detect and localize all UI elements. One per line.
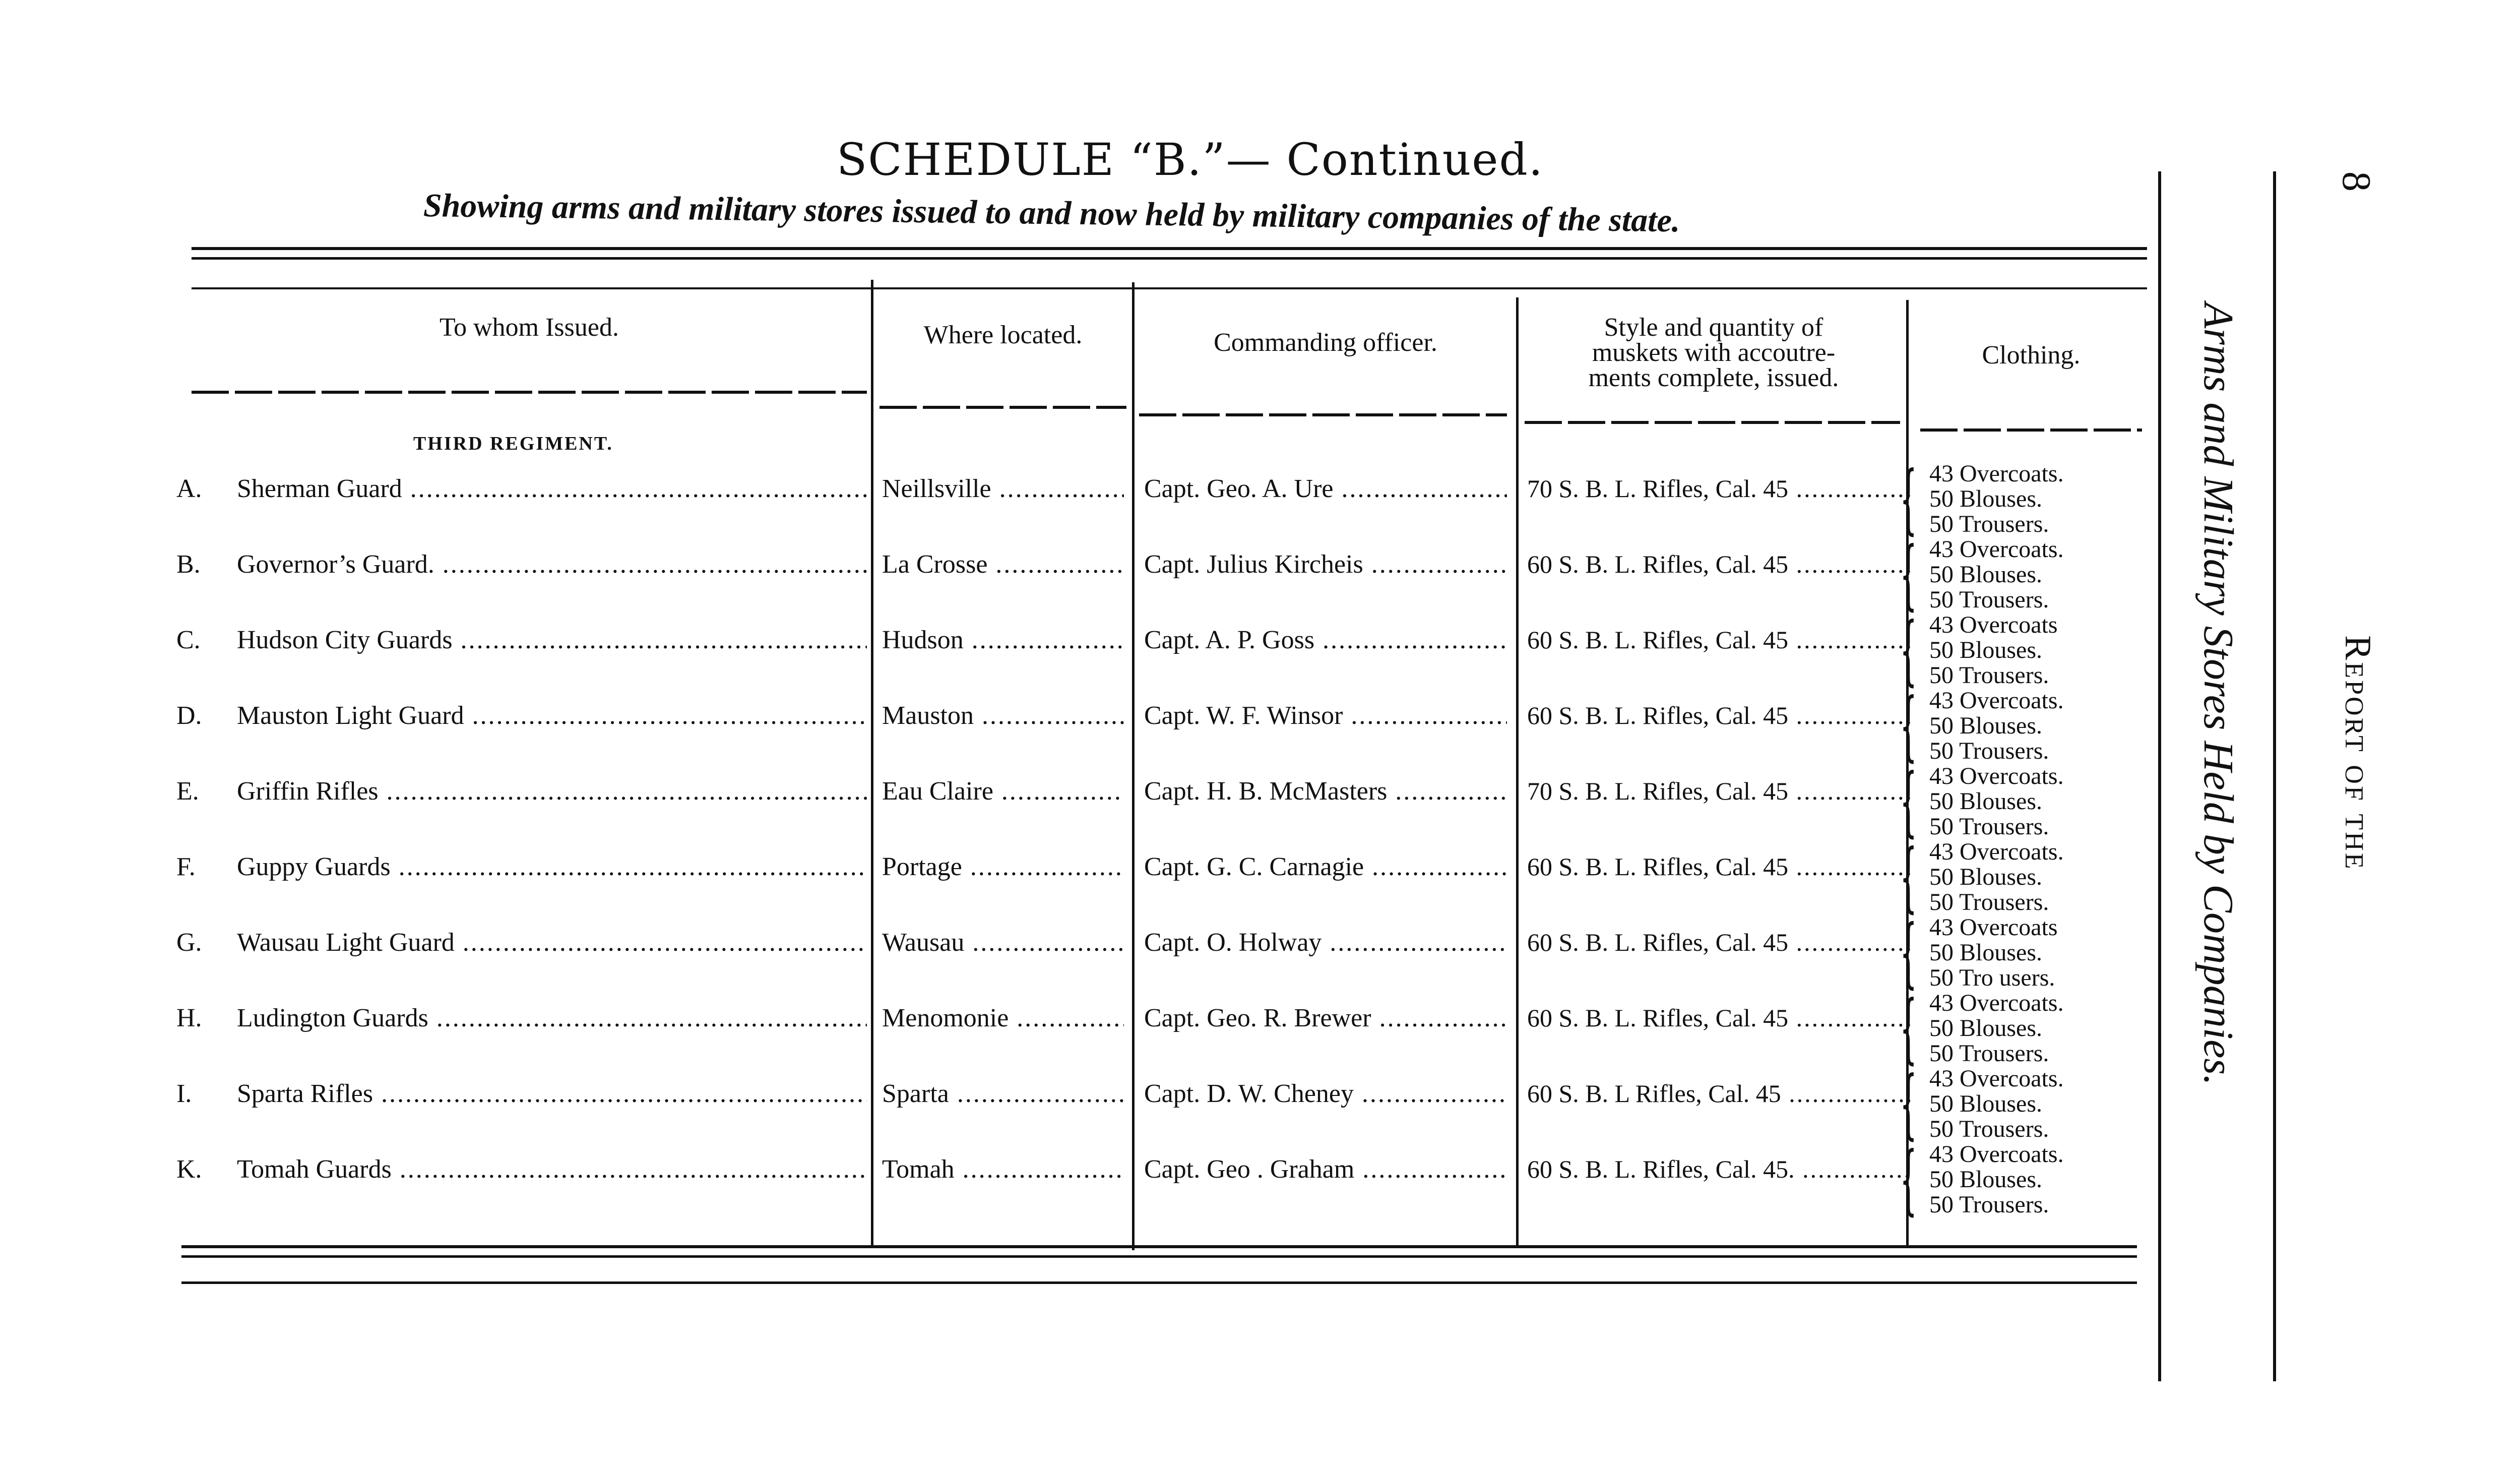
commanding-officer-text: Capt. H. B. McMasters bbox=[1144, 777, 1388, 806]
table-row bbox=[0, 606, 2167, 701]
commanding-officer-text: Capt. G. C. Carnagie bbox=[1144, 852, 1364, 881]
company-letter-text: G. bbox=[176, 928, 202, 957]
company-name-text: Hudson City Guards bbox=[237, 626, 453, 654]
muskets-issued bbox=[1527, 549, 1910, 579]
company-name-text: Governor’s Guard. bbox=[237, 550, 434, 579]
commanding-officer bbox=[1144, 625, 1507, 655]
company-name-text: Sparta Rifles bbox=[237, 1079, 373, 1108]
muskets-issued-text: 60 S. B. L. Rifles, Cal. 45 bbox=[1527, 626, 1789, 654]
margin-rule-2 bbox=[2273, 171, 2276, 1381]
brace-glyph: { bbox=[1900, 531, 1917, 619]
margin-title: Arms and Military Stores Held by Companies. bbox=[2195, 302, 2242, 1086]
clothing-item: 50 Blouses. bbox=[1929, 1166, 2043, 1193]
company-location bbox=[882, 474, 1124, 504]
company-letter bbox=[176, 928, 232, 957]
clothing-item: 50 Trousers. bbox=[1929, 511, 2049, 537]
company-location-text: Neillsville bbox=[882, 474, 991, 503]
clothing-item: 50 Trousers. bbox=[1929, 1191, 2049, 1218]
company-location-text: Tomah bbox=[882, 1155, 955, 1184]
brace-glyph: { bbox=[1900, 909, 1917, 997]
company-letter-text: A. bbox=[176, 474, 202, 503]
header-rule-to-whom bbox=[192, 391, 867, 394]
clothing-item: 43 Overcoats. bbox=[1929, 763, 2064, 789]
company-name-text: Griffin Rifles bbox=[237, 777, 379, 806]
running-head: Report of the bbox=[2337, 635, 2378, 871]
company-letter bbox=[176, 701, 232, 730]
commanding-officer bbox=[1144, 474, 1507, 504]
brace-glyph: { bbox=[1900, 606, 1917, 694]
commanding-officer bbox=[1144, 549, 1507, 579]
commanding-officer bbox=[1144, 1154, 1507, 1184]
brace-glyph: { bbox=[1900, 1136, 1917, 1224]
company-name bbox=[237, 1003, 867, 1033]
company-letter-text: H. bbox=[176, 1004, 202, 1032]
clothing-item: 50 Trousers. bbox=[1929, 1116, 2049, 1142]
commanding-officer-text: Capt. A. P. Goss bbox=[1144, 626, 1315, 654]
muskets-header-line-3: ments complete, issued. bbox=[1588, 363, 1839, 392]
table-row bbox=[0, 985, 2167, 1079]
commanding-officer bbox=[1144, 776, 1507, 806]
clothing-item: 50 Blouses. bbox=[1929, 485, 2043, 512]
company-location bbox=[882, 1079, 1124, 1109]
company-location bbox=[882, 549, 1124, 579]
company-letter-text: F. bbox=[176, 852, 196, 881]
clothing-item: 50 Trousers. bbox=[1929, 813, 2049, 840]
muskets-issued bbox=[1527, 625, 1910, 654]
clothing-item: 50 Blouses. bbox=[1929, 1090, 2043, 1117]
company-name bbox=[237, 776, 867, 806]
schedule-title: SCHEDULE “B.”— Continued. bbox=[837, 134, 1544, 186]
company-location bbox=[882, 1003, 1124, 1033]
clothing-item: 43 Overcoats bbox=[1929, 914, 2058, 941]
clothing-cell bbox=[1900, 833, 2152, 921]
company-letter bbox=[176, 474, 232, 504]
commanding-officer-text: Capt. Geo. A. Ure bbox=[1144, 474, 1334, 503]
brace-glyph: { bbox=[1900, 833, 1917, 921]
muskets-issued-text: 70 S. B. L. Rifles, Cal. 45 bbox=[1527, 474, 1789, 503]
muskets-header-line-2: muskets with accoutre- bbox=[1592, 338, 1836, 367]
regiment-heading: THIRD REGIMENT. bbox=[413, 433, 613, 454]
muskets-header-line-1: Style and quantity of bbox=[1604, 313, 1823, 342]
muskets-issued bbox=[1527, 1003, 1910, 1032]
clothing-item: 43 Overcoats bbox=[1929, 611, 2058, 638]
brace-glyph: { bbox=[1900, 455, 1917, 543]
company-location bbox=[882, 776, 1124, 806]
clothing-item: 43 Overcoats. bbox=[1929, 838, 2064, 865]
clothing-item: 43 Overcoats. bbox=[1929, 1065, 2064, 1092]
company-location-text: Wausau bbox=[882, 928, 965, 957]
table-row bbox=[0, 1060, 2167, 1154]
clothing-cell bbox=[1900, 682, 2152, 770]
company-location bbox=[882, 852, 1124, 882]
muskets-issued-text: 60 S. B. L. Rifles, Cal. 45. bbox=[1527, 1155, 1795, 1183]
company-name bbox=[237, 1079, 867, 1109]
muskets-issued bbox=[1527, 852, 1910, 881]
muskets-issued-text: 60 S. B. L. Rifles, Cal. 45 bbox=[1527, 852, 1789, 881]
company-name-text: Ludington Guards bbox=[237, 1004, 428, 1032]
company-letter-text: C. bbox=[176, 626, 201, 654]
col-header-officer: Commanding officer. bbox=[1214, 328, 1437, 357]
clothing-item: 50 Trousers. bbox=[1929, 1040, 2049, 1067]
commanding-officer-text: Capt. O. Holway bbox=[1144, 928, 1322, 957]
company-letter-text: D. bbox=[176, 701, 202, 730]
commanding-officer-text: Capt. D. W. Cheney bbox=[1144, 1079, 1354, 1108]
clothing-item: 50 Blouses. bbox=[1929, 637, 2043, 663]
clothing-item: 50 Trousers. bbox=[1929, 738, 2049, 764]
clothing-item: 43 Overcoats. bbox=[1929, 1141, 2064, 1168]
header-rule-clothing bbox=[1920, 429, 2142, 432]
company-location bbox=[882, 928, 1124, 957]
table-row bbox=[0, 833, 2167, 928]
commanding-officer bbox=[1144, 1079, 1507, 1109]
company-location-text: Menomonie bbox=[882, 1004, 1009, 1032]
company-letter bbox=[176, 852, 232, 882]
muskets-issued bbox=[1527, 928, 1910, 957]
company-letter-text: B. bbox=[176, 550, 201, 579]
clothing-item: 43 Overcoats. bbox=[1929, 460, 2064, 487]
clothing-item: 43 Overcoats. bbox=[1929, 536, 2064, 563]
company-location bbox=[882, 625, 1124, 655]
top-rule-1 bbox=[192, 247, 2147, 250]
company-location-text: Sparta bbox=[882, 1079, 949, 1108]
company-location-text: Portage bbox=[882, 852, 962, 881]
muskets-issued-text: 60 S. B. L. Rifles, Cal. 45 bbox=[1527, 701, 1789, 729]
col-header-to-whom: To whom Issued. bbox=[439, 313, 619, 342]
company-letter-text: I. bbox=[176, 1079, 192, 1108]
muskets-issued bbox=[1527, 1079, 1910, 1108]
company-name bbox=[237, 474, 867, 504]
company-letter bbox=[176, 1079, 232, 1109]
commanding-officer bbox=[1144, 701, 1507, 730]
company-name bbox=[237, 701, 867, 730]
clothing-cell bbox=[1900, 1060, 2152, 1148]
clothing-item: 50 Trousers. bbox=[1929, 586, 2049, 613]
clothing-item: 50 Tro users. bbox=[1929, 964, 2055, 991]
muskets-issued bbox=[1527, 701, 1910, 730]
clothing-item: 50 Trousers. bbox=[1929, 662, 2049, 689]
muskets-issued-text: 60 S. B. L. Rifles, Cal. 45 bbox=[1527, 928, 1789, 956]
top-rule-2 bbox=[192, 257, 2147, 260]
col-header-clothing: Clothing. bbox=[1982, 341, 2081, 370]
muskets-issued bbox=[1527, 474, 1910, 503]
company-letter bbox=[176, 1154, 232, 1184]
clothing-item: 50 Blouses. bbox=[1929, 1015, 2043, 1042]
clothing-cell bbox=[1900, 985, 2152, 1072]
company-name bbox=[237, 1154, 867, 1184]
col-header-muskets bbox=[1522, 315, 1905, 391]
table-row bbox=[0, 682, 2167, 776]
clothing-item: 50 Trousers. bbox=[1929, 889, 2049, 915]
company-letter bbox=[176, 776, 232, 806]
clothing-item: 50 Blouses. bbox=[1929, 561, 2043, 588]
table-row bbox=[0, 909, 2167, 1003]
clothing-item: 50 Blouses. bbox=[1929, 712, 2043, 739]
company-letter bbox=[176, 549, 232, 579]
page-number: 8 bbox=[2334, 171, 2378, 192]
company-name-text: Tomah Guards bbox=[237, 1155, 392, 1184]
company-name-text: Wausau Light Guard bbox=[237, 928, 455, 957]
clothing-cell bbox=[1900, 909, 2152, 997]
company-location-text: Hudson bbox=[882, 626, 964, 654]
top-rule-3 bbox=[192, 287, 2147, 289]
clothing-cell bbox=[1900, 606, 2152, 694]
clothing-cell bbox=[1900, 455, 2152, 543]
commanding-officer bbox=[1144, 928, 1507, 957]
clothing-cell bbox=[1900, 1136, 2152, 1224]
commanding-officer-text: Capt. W. F. Winsor bbox=[1144, 701, 1343, 730]
commanding-officer-text: Capt. Geo . Graham bbox=[1144, 1155, 1355, 1184]
company-name bbox=[237, 549, 867, 579]
header-rule-where bbox=[879, 406, 1126, 409]
company-name bbox=[237, 928, 867, 957]
commanding-officer bbox=[1144, 1003, 1507, 1033]
col-header-where: Where located. bbox=[923, 321, 1083, 349]
company-location bbox=[882, 1154, 1124, 1184]
brace-glyph: { bbox=[1900, 985, 1917, 1072]
company-name-text: Sherman Guard bbox=[237, 474, 402, 503]
brace-glyph: { bbox=[1900, 758, 1917, 845]
company-letter bbox=[176, 1003, 232, 1033]
table-row bbox=[0, 758, 2167, 852]
table-row bbox=[0, 1136, 2167, 1230]
clothing-item: 50 Blouses. bbox=[1929, 939, 2043, 966]
clothing-cell bbox=[1900, 531, 2152, 619]
muskets-issued-text: 60 S. B. L. Rifles, Cal. 45 bbox=[1527, 1004, 1789, 1032]
company-location-text: Eau Claire bbox=[882, 777, 993, 806]
company-name-text: Guppy Guards bbox=[237, 852, 391, 881]
clothing-item: 43 Overcoats. bbox=[1929, 990, 2064, 1016]
header-rule-muskets bbox=[1525, 421, 1900, 424]
company-name bbox=[237, 852, 867, 882]
bottom-rule-2 bbox=[181, 1255, 2137, 1258]
clothing-item: 50 Blouses. bbox=[1929, 788, 2043, 815]
muskets-issued bbox=[1527, 776, 1910, 806]
commanding-officer-text: Capt. Julius Kircheis bbox=[1144, 550, 1363, 579]
table-row bbox=[0, 455, 2167, 549]
margin-rule-1 bbox=[2158, 171, 2161, 1381]
company-name-text: Mauston Light Guard bbox=[237, 701, 464, 730]
company-letter-text: K. bbox=[176, 1155, 202, 1184]
brace-glyph: { bbox=[1900, 682, 1917, 770]
table-row bbox=[0, 531, 2167, 625]
commanding-officer-text: Capt. Geo. R. Brewer bbox=[1144, 1004, 1371, 1032]
company-letter-text: E. bbox=[176, 777, 199, 806]
clothing-item: 43 Overcoats. bbox=[1929, 687, 2064, 714]
schedule-subtitle: Showing arms and military stores issued to and now held by military companies of the state. bbox=[423, 187, 1680, 239]
company-letter bbox=[176, 625, 232, 655]
muskets-issued bbox=[1527, 1154, 1910, 1184]
clothing-item: 50 Blouses. bbox=[1929, 864, 2043, 890]
muskets-issued-text: 70 S. B. L. Rifles, Cal. 45 bbox=[1527, 777, 1789, 805]
clothing-cell bbox=[1900, 758, 2152, 845]
company-location-text: Mauston bbox=[882, 701, 974, 730]
company-name bbox=[237, 625, 867, 655]
brace-glyph: { bbox=[1900, 1060, 1917, 1148]
commanding-officer bbox=[1144, 852, 1507, 882]
muskets-issued-text: 60 S. B. L. Rifles, Cal. 45 bbox=[1527, 550, 1789, 578]
header-rule-officer bbox=[1139, 413, 1507, 416]
bottom-rule-3 bbox=[181, 1281, 2137, 1284]
muskets-issued-text: 60 S. B. L Rifles, Cal. 45 bbox=[1527, 1079, 1781, 1108]
company-location-text: La Crosse bbox=[882, 550, 988, 579]
bottom-rule-1 bbox=[181, 1245, 2137, 1248]
company-location bbox=[882, 701, 1124, 730]
